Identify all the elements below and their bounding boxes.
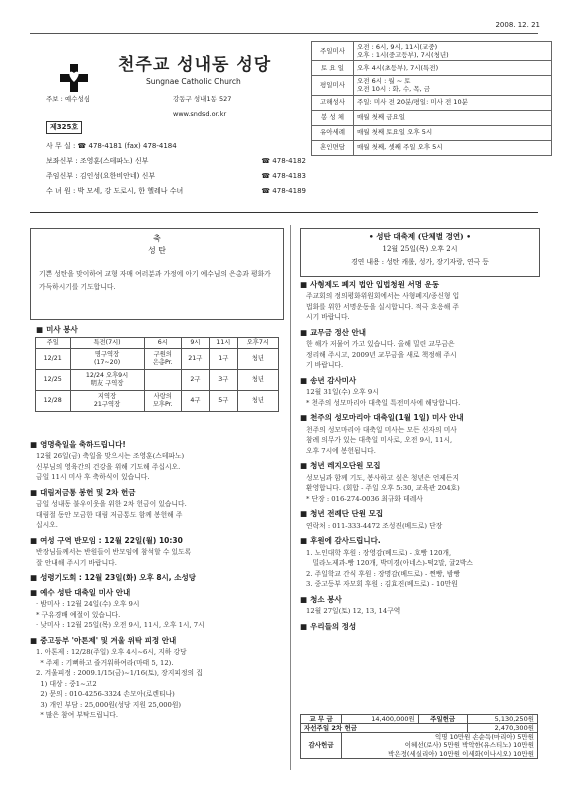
left-news-section-line: 신부님의 영육간의 건강을 위해 기도해 주십시오. [36,462,181,471]
mass-service-cell: 사랑의 모후Pr. [144,390,181,411]
mass-service-cell: 21구 [181,348,209,369]
staff-convent: 수 녀 원 : 박 모세, 강 도로시, 한 헬레나 수녀 ☎ 478-4189 [46,187,306,195]
schedule-row: 봉 성 체 매월 첫째 금요일 [312,110,552,125]
right-news-section-line: 밀라노제과-빵 120개, 박미경(아네스)-떡2말, 귤2박스 [306,559,473,568]
right-news-section-title: ■ 우리들의 정성 [300,622,540,631]
right-news-section-line: 12월 27일(토) 12, 13, 14구역 [306,607,401,616]
right-news-section [300,328,540,371]
mass-service-cell: 명구역장 (17~20) [70,348,144,369]
left-news-section [30,488,286,531]
left-news-section-title: ■ 대림저금통 봉헌 및 2차 헌금 [30,488,286,497]
right-news-section-line: 환영합니다. (회합 - 주일 오후 5:30, 교육관 204호) [306,484,460,493]
left-news-section [30,440,286,483]
right-news-section-title: ■ 교무금 정산 안내 [300,328,540,337]
festival-box [300,228,540,277]
left-news-section-title: ■ 여성 구역 반모임 : 12월 22일(월) 10:30 [30,536,286,545]
left-news-section [30,573,286,582]
mass-service-col-header: 오후7시 [237,338,278,349]
mass-service-cell: 청년 [237,348,278,369]
mass-service-table [35,337,279,412]
right-news-section-line: 2. 주일학교 간식 후원 : 장명감(베드로) - 쩐빵, 밤빵 [306,569,461,578]
right-news-section-line: * 단장 : 016-274-0036 최규화 데레사 [306,494,423,503]
mass-service-row [36,390,279,411]
mass-service-col-header: 11시 [209,338,237,349]
top-rule [30,33,538,34]
right-news-section [300,280,540,323]
christmas-greeting-box [30,228,284,320]
right-news-section-line: 12월 31일(수) 오후 9시 [306,388,379,397]
right-news-section-line: 성모님과 함께 기도, 봉사하고 싶은 청년은 언제든지 [306,473,460,482]
patron: 주보 : 예수성심 [46,95,90,103]
mass-service-cell: 12/24 오후9시 明友 구역장 [70,369,144,390]
right-news-section-title: ■ 송년 감사미사 [300,376,540,385]
schedule-row: 고해성사 주일: 미사 전 20분/평일: 미사 전 10분 [312,95,552,110]
left-news-section-line: 대림절 동안 모금한 대림 저금통도 함께 봉헌해 주 [36,510,183,519]
mass-service-cell: 4구 [181,390,209,411]
right-news-section-line: 정리해 주시고, 2009년 교무금을 새로 책정해 주시 [306,350,457,359]
issue-date: 2008. 12. 21 [495,21,540,29]
right-news-section-line: 참례 의무가 있는 대축일 미사로, 오전 9시, 11시, [306,436,453,445]
right-news-section-line: 1. 노인대학 후원 : 장영감(베드로) - 호빵 120개, [306,548,452,557]
left-news-section [30,536,286,568]
right-news-section [300,461,540,504]
left-news-section-line: 1) 대상 : 중1~고2 [36,679,97,688]
left-news-section-line: 금일 11시 미사 후 축하식이 있습니다. [36,473,150,482]
staff-assistant-priest: 보좌신부 : 조영훈(스테파노) 신부 ☎ 478-4182 [46,157,306,165]
mass-service-col-header: 6시 [144,338,181,349]
schedule-row: 혼인면담 매월 첫째, 셋째 주일 오후 5시 [312,140,552,155]
church-title: 천주교 성내동 성당 [118,55,272,75]
issue-number: 제325호 [46,121,82,134]
church-logo-icon [60,64,88,92]
mass-service-row [36,348,279,369]
left-news-section-line: 반장님들께서는 반원들이 반모임에 참석할 수 있도록 [36,548,192,557]
left-news-section-title: ■ 예수 성탄 대축일 미사 안내 [30,588,286,597]
header-divider [30,212,538,213]
offering-table: 교 무 금 14,400,000원 주일헌금 5,130,250원 자선주일 2차 헌금 2,470,300원 감사헌금 익명 10만원 손순득(마리아) 5만원 이혜선(로사) 5만원 박악한(유스티노) 10만원 박은정(세실리아) 10만원 이세화(이나시오) 10만원 [300,714,538,759]
greeting-body: 기쁜 성탄을 맞이하여 교형 자매 여러분과 가정에 아기 예수님의 은총과 평화가 가득하시기를 기도합니다. [39,270,271,291]
left-news-section [30,588,286,631]
mass-service-cell: 1구 [209,348,237,369]
festival-title: • 성탄 대축제 (단체별 경연) • [368,232,472,241]
church-subtitle: Sungnae Catholic Church [146,77,241,86]
right-news-section-title: ■ 사형제도 폐지 법안 입법청원 서명 운동 [300,280,540,289]
mass-service-cell: 5구 [209,390,237,411]
right-news-section-line: 오후 7시에 봉헌됩니다. [306,446,376,455]
schedule-row: 주일미사 오전 : 6시, 9시, 11시(교중) 오후 : 1시(중고등부), 7시(청년) [312,42,552,61]
schedule-row: 유아세례 매월 첫째 토요일 오후 5시 [312,125,552,140]
left-news-section-title: ■ 성령기도회 : 12월 23일(화) 오후 8시, 소성당 [30,573,286,582]
left-news-section-line: * 많은 참여 부탁드립니다. [36,711,119,720]
right-news-section-line: 기 바랍니다. [306,361,344,370]
staff-office: 사 무 실 : ☎ 478-4181 (fax) 478-4184 [46,142,177,150]
left-news-section-line: 2) 문의 : 010-4256-3324 손모아(로렌티나) [36,690,175,699]
mass-service-cell: 12/21 [36,348,71,369]
left-news-section-line: 금일 성내동 불우이웃을 위한 2차 헌금이 있습니다. [36,500,187,509]
right-news-section-title: ■ 후원에 감사드립니다. [300,536,540,545]
left-news-sections [30,440,286,726]
mass-service-cell: 지역장 21구역장 [70,390,144,411]
right-news-section-line: 주교회의 정의평화위원회에서는 사형폐지/종신형 입 [306,292,460,301]
greeting-title-1: 축 [153,234,161,243]
schedule-row: 평일미사 오전 6시 : 월 ~ 토 오전 10시 : 화, 수, 목, 금 [312,76,552,95]
festival-body: 경연 내용 : 성탄 캐롤, 성가, 장기자랑, 연극 등 [351,258,489,267]
right-news-section-line: 시기 바랍니다. [306,313,350,322]
mass-service-cell: 12/25 [36,369,71,390]
mass-service-cell: 2구 [181,369,209,390]
right-news-section-line: * 천주의 성모마리아 대축일 특전미사에 해당합니다. [306,398,461,407]
right-news-section [300,413,540,456]
mass-service-cell: 청년 [237,390,278,411]
left-news-section-line: 잘 안내해 주시기 바랍니다. [36,558,117,567]
right-news-section-title: ■ 청소 봉사 [300,595,540,604]
mass-service-cell [144,369,181,390]
left-news-section-line: * 주제 : 기뻐하고 즐거워하여라(마태 5, 12). [36,658,174,667]
mass-service-cell: 청년 [237,369,278,390]
right-news-section-line: 연락처 : 011-333-4472 조성진(베드로) 단장 [306,521,443,530]
right-news-section-title: ■ 천주의 성모마리아 대축일(1월 1일) 미사 안내 [300,413,540,422]
mass-service-cell: 구원의 은총Pr. [144,348,181,369]
left-news-section-line: 12월 26일(금) 축일을 맞으시는 조영훈(스테파노) [36,452,185,461]
right-news-section-title: ■ 청년 전례단 단원 모집 [300,509,540,518]
mass-service-row [36,369,279,390]
right-news-section [300,622,540,631]
mass-service-cell: 12/28 [36,390,71,411]
mass-schedule-table [311,41,552,156]
left-news-section-line: 1. 아톤제 : 12/28(주일) 오후 4시~6시, 지하 강당 [36,648,187,657]
right-news-section-line: 3. 중고등부 자모회 후원 : 김효진(베드로) - 10만원 [306,580,458,589]
address: 강동구 성내1동 527 [173,95,232,103]
greeting-title-2: 성 탄 [148,246,166,255]
right-news-section-line: 법화를 위한 서명운동을 실시합니다. 적극 호응해 주 [306,302,460,311]
left-news-section-line: * 구유경배 예절이 있습니다. [36,610,121,619]
right-news-section-line: 한 해가 저물어 가고 있습니다. 올해 밀린 교무금은 [306,340,455,349]
left-news-section-line: · 낮미사 : 12월 25일(목) 오전 9시, 11시, 오후 1시, 7시 [36,621,205,630]
mass-service-col-header: 특전(7시) [70,338,144,349]
left-news-section-line: · 밤미사 : 12월 24일(수) 오후 9시 [36,600,140,609]
schedule-row: 토 요 일 오후 4시(초등부), 7시(특전) [312,61,552,76]
right-news-section [300,595,540,617]
right-news-sections [300,280,540,636]
left-news-section-title: ■ 영명축일을 축하드립니다! [30,440,286,449]
mass-service-col-header: 9시 [181,338,209,349]
right-news-section [300,509,540,531]
mass-service-cell: 3구 [209,369,237,390]
left-news-section-line: 3) 개인 부담 : 25,000원(성당 지원 25,000원) [36,700,182,709]
right-news-section [300,376,540,408]
right-news-section [300,536,540,590]
mass-service-heading: ■ 미사 봉사 [36,325,78,334]
column-divider [290,225,291,770]
festival-date: 12월 25일(목) 오후 2시 [382,245,458,254]
right-news-section-title: ■ 청년 레지오단원 모집 [300,461,540,470]
left-news-section [30,636,286,721]
left-news-section-line: 2. 겨울피정 : 2009.1/15(금)~1/16(토), 장지피정의 집 [36,669,203,678]
staff-pastor: 주임신부 : 김인성(요한비안네) 신부 ☎ 478-4183 [46,172,306,180]
website-link[interactable]: www.sndsd.or.kr [173,110,227,118]
right-news-section-line: 천주의 성모마리아 대축일 미사는 모든 신자의 미사 [306,425,457,434]
mass-service-col-header: 주일 [36,338,71,349]
left-news-section-line: 십시오. [36,521,58,530]
left-news-section-title: ■ 중고등부 '아톤제' 및 겨울 위탁 피정 안내 [30,636,286,645]
